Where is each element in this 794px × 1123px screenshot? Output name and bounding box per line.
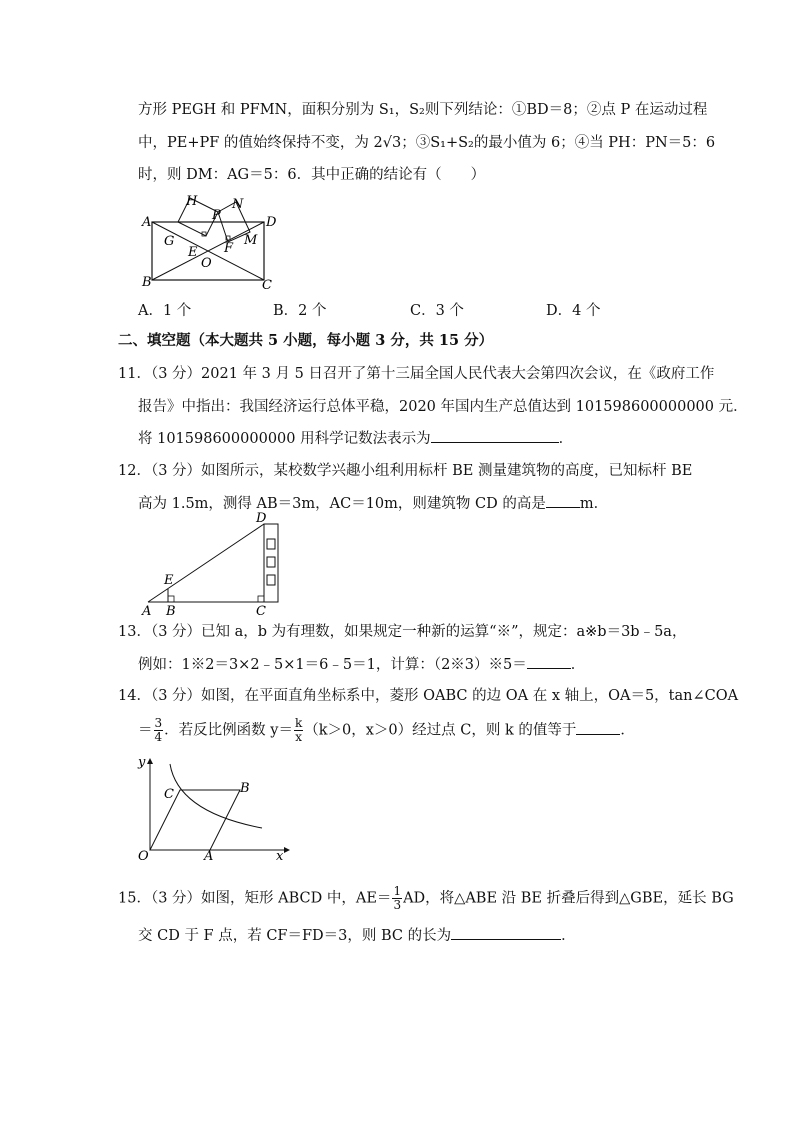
q14-end: ．: [620, 722, 635, 739]
q14-line-2: [138, 717, 635, 744]
q10-label-p: P: [212, 208, 221, 223]
q12-label-d: D: [256, 511, 267, 526]
q12-right-angle-c: [258, 596, 264, 602]
q14-label-o: O: [138, 849, 149, 864]
q14-label-b: B: [240, 781, 250, 796]
q14-label-x: x: [276, 849, 284, 864]
q12-label-b: B: [166, 604, 176, 619]
q10-choice-d: D．4 个: [546, 303, 601, 319]
q12-label-e: E: [164, 573, 174, 588]
q12-window-1: [267, 539, 275, 549]
q15-pre: 15．（3 分）如图，矩形 ABCD 中，AE＝: [118, 890, 392, 907]
q10-label-f: F: [224, 241, 234, 256]
q10-label-c: C: [262, 278, 272, 290]
q12-answer-blank[interactable]: [546, 493, 580, 508]
q12-text: 高为 1.5m，测得 AB＝3m，AC＝10m，则建筑物 CD 的高是: [138, 496, 546, 512]
q10-choice-a: A．1 个: [138, 303, 192, 319]
q10-label-o: O: [201, 256, 212, 271]
q10-line-1: 方形 PEGH 和 PFMN，面积分别为 S₁，S₂则下列结论：①BD＝8；②点 P 在运动过程: [138, 102, 708, 118]
q14-hyperbola: [170, 764, 262, 828]
q12-end: m．: [579, 496, 609, 512]
q12-label-c: C: [256, 604, 266, 619]
q14-x-arrow: [284, 847, 290, 853]
q10-line-2: 中，PE+PF 的值始终保持不变，为 2√3；③S₁+S₂的最小值为 6；④当 PH：PN＝5：6: [138, 135, 716, 151]
q11-answer-blank[interactable]: [431, 428, 559, 443]
q13-text: 例如：1※2＝3×2﹣5×1＝6﹣5＝1，计算：（2※3）※5＝: [138, 657, 527, 673]
q10-label-g: G: [164, 234, 175, 249]
q12-window-2: [267, 557, 275, 567]
q15-end: ．: [561, 928, 576, 944]
q13-line-2: [138, 654, 585, 675]
q12-building: [264, 524, 278, 602]
q15-answer-blank[interactable]: [451, 925, 561, 940]
q12-line-1: 12．（3 分）如图所示，某校数学兴趣小组利用标杆 BE 测量建筑物的高度，已知标杆 BE: [118, 463, 693, 479]
q14-line-1: 14．（3 分）如图，在平面直角坐标系中，菱形 OABC 的边 OA 在 x 轴上，OA＝5，tan∠COA: [118, 688, 739, 704]
q15-frac-num: 1: [393, 884, 402, 898]
q14-fraction-kx: [294, 717, 303, 744]
q14-frac2-den: x: [295, 730, 302, 744]
q10-figure: [138, 190, 288, 290]
q14-frac2-num: k: [294, 716, 303, 730]
q15-post: AD，将△ABE 沿 BE 折叠后得到△GBE，延长 BG: [403, 890, 734, 907]
q14-label-y: y: [138, 755, 146, 770]
q14-frac1-den: 4: [154, 730, 163, 744]
section-heading: 二、填空题（本大题共 5 小题，每小题 3 分，共 15 分）: [118, 332, 494, 349]
q15-line-1: [118, 885, 734, 912]
q14-frac1-num: 3: [154, 716, 163, 730]
q10-choice-b: B．2 个: [273, 303, 327, 319]
q12-figure: [138, 510, 288, 620]
q10-label-n: N: [232, 197, 244, 212]
q14-post: （k＞0，x＞0）经过点 C，则 k 的值等于: [304, 722, 577, 739]
q10-label-b: B: [142, 275, 152, 290]
q14-label-c: C: [164, 787, 174, 802]
q14-label-a: A: [204, 849, 214, 864]
q10-label-a: A: [142, 215, 152, 230]
q10-label-m: M: [244, 233, 258, 248]
q14-mid: ．若反比例函数 y＝: [164, 722, 293, 739]
q10-label-d: D: [266, 215, 277, 230]
q14-y-arrow: [147, 758, 153, 764]
q14-fraction-tan: [154, 717, 164, 744]
q15-frac-den: 3: [393, 898, 402, 912]
q12-sight-line: [148, 524, 264, 602]
q10-line-3: 时，则 DM：AG＝5：6．其中正确的结论有（ ）: [138, 167, 486, 183]
q10-label-e: E: [188, 245, 198, 260]
q11-line-2: 报告》中指出：我国经济运行总体平稳，2020 年国内生产总值达到 101598600000000 元．: [138, 399, 748, 415]
q13-end: ．: [570, 657, 586, 673]
q13-line-1: 13．（3 分）已知 a，b 为有理数，如果规定一种新的运算“※”，规定：a※b＝3b﹣5a，: [118, 624, 687, 640]
q14-figure: [134, 752, 294, 864]
q11-end: ．: [558, 431, 574, 447]
q11-line-1: 11．（3 分）2021 年 3 月 5 日召开了第十三届全国人民代表大会第四次会议，在《政府工作: [118, 366, 715, 382]
q11-line-3: [138, 428, 573, 449]
q13-answer-blank[interactable]: [527, 654, 571, 669]
q10-choice-c: C．3 个: [410, 303, 464, 319]
q15-text: 交 CD 于 F 点，若 CF＝FD＝3，则 BC 的长为: [138, 928, 452, 944]
q12-right-angle-b: [168, 596, 174, 602]
q12-label-a: A: [142, 604, 152, 619]
q11-text: 将 101598600000000 用科学记数法表示为: [138, 431, 431, 447]
q10-label-h: H: [186, 194, 198, 209]
q15-fraction: [392, 885, 402, 912]
q14-answer-blank[interactable]: [576, 720, 620, 735]
q14-eq: ＝: [138, 722, 153, 739]
q12-window-3: [267, 575, 275, 585]
q15-line-2: [138, 925, 576, 946]
